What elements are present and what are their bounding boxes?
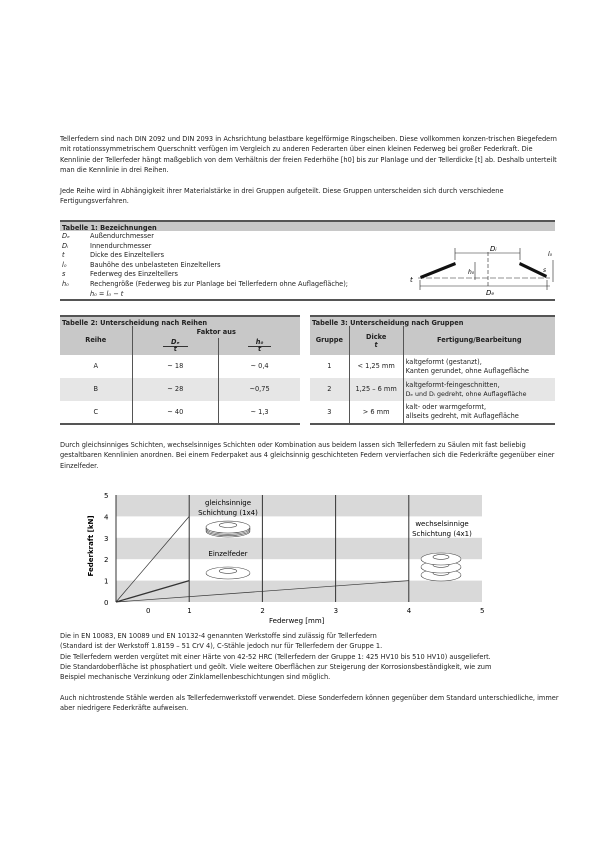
table-row <box>60 355 300 378</box>
cell: < 1,25 mm <box>349 355 403 378</box>
line: Dₑ und Dᵢ gedreht, ohne Auflagefläche <box>405 390 527 398</box>
col-dicke-sub: t <box>374 340 378 349</box>
table3-title: Tabelle 3: Unterscheidung nach Gruppen <box>310 315 555 326</box>
line: Die Standardoberfläche ist phosphatiert und geölt. Viele weitere Oberflächen zur Steigerung der Korrosionsbeständigkeit, wie zum <box>60 662 492 671</box>
annotation: Einzelfeder <box>208 550 248 558</box>
col-reihe: Reihe <box>60 326 132 355</box>
intro-paragraph-1: Tellerfedern sind nach DIN 2092 und DIN 2093 in Achsrichtung belastbare kegelförmige Ringscheiben. Diese vollkommen konzen-trischen Biegefedern mit rotationssymmetrischem Querschnitt verfügen im Vergleich zu anderen Federarten über einen kleinen Federweg bei großer Federkraft. Die Kennlinie der Tellerfeder hängt maßgeblich von dem Verhältnis der freien Federhöhe [h0] bis zur Planlage und der Tellerdicke [t] ab. Deshalb unterteilt man die Kennlinie in drei Reihen. <box>60 135 557 174</box>
table2-title: Tabelle 2: Unterscheidung nach Reihen <box>60 315 300 326</box>
description: h₀ = l₀ − t <box>90 289 124 298</box>
table-row <box>60 378 300 401</box>
y-axis-label: Federkraft [kN] <box>87 515 95 577</box>
cell: ~0,75 <box>219 378 300 401</box>
symbol: l₀ <box>62 260 67 269</box>
x-tick-label: 3 <box>333 607 339 615</box>
grid-band <box>116 495 482 516</box>
annotation: gleichsinnige <box>204 499 252 507</box>
cell: 1,25 – 6 mm <box>349 378 403 401</box>
table-row <box>60 401 300 424</box>
symbol: h₀ <box>62 279 69 288</box>
cell <box>403 355 555 378</box>
annotation: wechselsinnige <box>415 520 469 528</box>
y-tick-label: 5 <box>104 492 109 500</box>
symbol: s <box>62 270 66 279</box>
y-tick-label: 2 <box>104 556 109 565</box>
cell: B <box>60 378 132 401</box>
x-tick-label: 1 <box>187 607 192 615</box>
col-dicke-label: Dicke <box>365 332 387 341</box>
label-s: s <box>543 267 547 274</box>
label-di: Dᵢ <box>490 245 497 253</box>
symbol <box>60 290 90 300</box>
x-tick-label: 4 <box>406 607 412 615</box>
annotation: Schichtung (4x1) <box>412 530 472 538</box>
cell <box>403 378 555 401</box>
cell: 3 <box>310 401 349 424</box>
col-fertigung: Fertigung/Bearbeitung <box>403 326 555 355</box>
x-tick-label: 5 <box>480 607 485 615</box>
table-row <box>310 355 555 378</box>
line: Die in EN 10083, EN 10089 und EN 10132-4 genannten Werkstoffe sind zulässig für Tellerfedern <box>60 632 377 640</box>
col-dicke <box>349 326 403 355</box>
description: Außendurchmesser <box>90 232 154 240</box>
line: kaltgeformt (gestanzt), <box>405 357 482 366</box>
table-bezeichnungen <box>60 220 555 301</box>
line: Beispiel mechanische Verzinkung oder Zinklamellenbeschichtungen sind möglich. <box>60 673 331 682</box>
frac-den: t <box>173 344 177 353</box>
label-t: t <box>410 276 413 284</box>
col-faktor: Faktor aus <box>132 326 300 338</box>
description: Dicke des Einzeltellers <box>90 251 165 260</box>
grid-band <box>116 581 482 602</box>
label-l0: l₀ <box>548 251 553 258</box>
table-reihen <box>60 315 300 425</box>
description: Federweg des Einzeltellers <box>90 270 178 279</box>
line: kalt- oder warmgeformt, <box>405 403 487 411</box>
intro-paragraph-2: Jede Reihe wird in Abhängigkeit ihrer Materialstärke in drei Gruppen aufgeteilt. Diese Gruppen unterscheiden sich durch verschiedene Fertigungsverfahren. <box>60 187 504 206</box>
description: Bauhöhe des unbelasteten Einzeltellers <box>90 260 221 269</box>
cell: C <box>60 401 132 424</box>
cell <box>403 401 555 424</box>
symbol: t <box>62 251 65 260</box>
symbol: Dᵢ <box>62 241 69 250</box>
cell: ~ 0,4 <box>250 362 269 371</box>
cell: ~ 40 <box>132 401 219 424</box>
description: Rechengröße (Federweg bis zur Planlage bei Tellerfedern ohne Auflagefläche); <box>90 279 349 288</box>
stainless-paragraph: Auch nichtrostende Stähle werden als Tellerfedernwerkstoff verwendet. Diese Sonderfedern können gegenüber dem Standard unterschiedliche, immer aber niedrigere Federkräfte aufweisen. <box>60 694 559 713</box>
table-row <box>310 401 555 424</box>
label-h0: h₀ <box>468 269 475 276</box>
spring-force-chart <box>0 485 601 630</box>
cell: A <box>60 355 132 378</box>
cell: > 6 mm <box>349 401 403 424</box>
col-h0-t <box>219 338 300 355</box>
frac-num: Dₑ <box>163 338 188 347</box>
col-de-t <box>132 338 219 355</box>
line: Kanten gerundet, ohne Auflagefläche <box>405 366 529 375</box>
materials-paragraph <box>60 631 560 682</box>
line: kaltgeformt-feingeschnitten, <box>405 380 500 389</box>
description: Innendurchmesser <box>90 241 152 250</box>
y-tick-label: 4 <box>104 513 109 522</box>
table-row <box>310 378 555 401</box>
table1-title: Tabelle 1: Bezeichnungen <box>60 220 555 231</box>
frac-den: t <box>257 344 262 353</box>
y-tick-label: 1 <box>104 577 109 586</box>
label-de: Dₑ <box>486 289 495 297</box>
y-tick-label: 0 <box>104 599 109 607</box>
y-tick-label: 3 <box>104 534 109 543</box>
line: Die Tellerfedern werden vergütet mit einer Härte von 42-52 HRC (Tellerfedern der Gruppe 1: 425 HV10 bis 510 HV10) ausgeliefert. <box>60 652 491 661</box>
cell: ~ 28 <box>132 378 219 401</box>
annotation: Schichtung (1x4) <box>198 509 258 517</box>
cell: ~ 1,3 <box>250 407 269 416</box>
disc-left-section <box>420 262 456 279</box>
cell: 2 <box>310 378 349 401</box>
table-gruppen <box>310 315 555 425</box>
x-tick-label: 2 <box>260 607 265 615</box>
frac-num: h₀ <box>248 338 272 347</box>
x-axis-label: Federweg [mm] <box>269 617 325 625</box>
cell: 1 <box>310 355 349 378</box>
disc-spring-diagram <box>390 240 555 300</box>
symbol: Dₑ <box>62 232 70 240</box>
stacking-paragraph: Durch gleichsinniges Schichten, wechselsinniges Schichten oder Kombination aus beidem lassen sich Tellerfedern zu Säulen mit fast beliebig gestaltbaren Kennlinien anordnen. Bei einem Federpaket aus 4 gleichsinnig geschichteten Federn vervierfachen sich die Federkräfte gegenüber einer Einzelfeder. <box>60 441 555 470</box>
col-gruppe: Gruppe <box>310 326 349 355</box>
line: (Standard ist der Werkstoff 1.8159 – 51 CrV 4), C-Stähle jedoch nur für Tellerfedern der Gruppe 1. <box>60 642 383 651</box>
cell: ~ 18 <box>132 355 219 378</box>
x-tick-label: 0 <box>146 607 151 615</box>
line: allseits gedreht, mit Auflagefläche <box>405 412 519 420</box>
